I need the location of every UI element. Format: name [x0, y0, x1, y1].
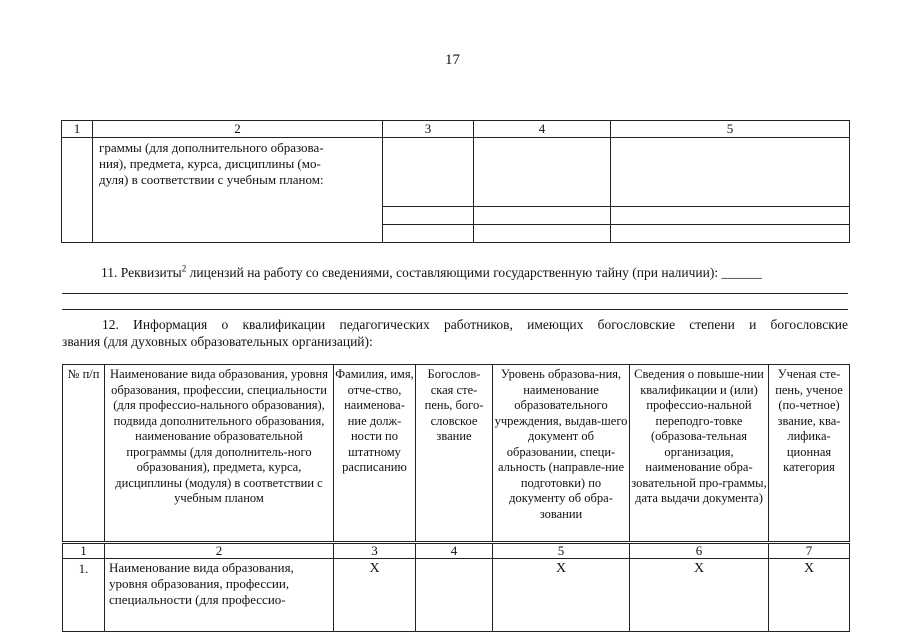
col-number-7: 7 [769, 543, 850, 559]
row-number: 1. [63, 559, 105, 632]
table-row [62, 224, 850, 242]
table-cell [383, 224, 474, 242]
col-number-3: 3 [334, 543, 416, 559]
fill-line [62, 309, 848, 310]
table-cell [383, 206, 474, 224]
page-number: 17 [445, 52, 460, 68]
table-cell [383, 138, 474, 207]
table-cell [611, 206, 850, 224]
column-numbers-row [63, 543, 850, 559]
col-number-5: 5 [611, 121, 850, 138]
table-cell [416, 559, 493, 632]
table-header-row [62, 121, 850, 138]
program-cell [93, 138, 383, 190]
item-12-text: 12. Информация о квалификации педагогических работников, имеющих богословские степени и богословские звания (для духовных образовательных организаций): [62, 317, 848, 349]
header-name-position: Фамилия, имя, отче-ство, наименова-ние долж-ности по штатному расписанию [334, 365, 416, 543]
header-education-level: Уровень образова-ния, наименование образовательного учреждения, выдав-шего документ об образовании, специ-альность (направле-ние подготовки) по документу об обра-зовании [493, 365, 630, 543]
col-number-2: 2 [105, 543, 334, 559]
table-row [62, 206, 850, 224]
continuation-table [61, 120, 850, 243]
cross-mark: Х [769, 559, 850, 632]
col-number-6: 6 [630, 543, 769, 559]
item-11-text: 11. Реквизиты$^2$ лицензий на работу со сведениями, составляющими государственную тайну (при наличии): ______ [101, 263, 762, 280]
cross-mark: Х [630, 559, 769, 632]
table-cell [611, 224, 850, 242]
footnote-mark: 2 [181, 263, 187, 274]
program-line: граммы (для дополнительного образова- [99, 140, 324, 155]
col-number-4: 4 [416, 543, 493, 559]
table-cell [474, 206, 611, 224]
col-number-1: 1 [63, 543, 105, 559]
table-header-row [63, 365, 850, 543]
table-row [62, 138, 850, 190]
program-line: дуля) в соответствии с учебным планом: [99, 172, 324, 187]
qualification-table [62, 364, 850, 632]
header-program: Наименование вида образования, уровня образования, профессии, специальности (для профессио-нального образования), подвида дополнительного образования, наименование образовательной программы (для дополнитель-ного образования), предмета, курса, дисциплины (модуля) в соответствии с учебным планом [105, 365, 334, 543]
col-number-1: 1 [62, 121, 93, 138]
cross-mark: Х [493, 559, 630, 632]
table-row [63, 559, 850, 632]
table-cell [93, 224, 383, 242]
table-cell [93, 189, 383, 206]
header-number: № п/п [63, 365, 105, 543]
table-cell [474, 224, 611, 242]
header-academic-degree: Ученая сте-пень, ученое (по-четное) звание, ква-лифика-ционная категория [769, 365, 850, 543]
col-number-3: 3 [383, 121, 474, 138]
header-qualification-upgrade: Сведения о повыше-нии квалификации и (или) профессио-нальной переподго-товке (образова-тельная организация, наименование обра-зовательной про-граммы, дата выдачи документа) [630, 365, 769, 543]
table-cell [62, 138, 93, 243]
col-number-5: 5 [493, 543, 630, 559]
program-line: ния), предмета, курса, дисциплины (мо- [99, 156, 321, 171]
col-number-4: 4 [474, 121, 611, 138]
fill-line [62, 293, 848, 294]
row-description: Наименование вида образования, уровня образования, профессии, специальности (для профессио- [105, 559, 334, 632]
header-theological-degree: Богослов-ская сте-пень, бого-словское звание [416, 365, 493, 543]
col-number-2: 2 [93, 121, 383, 138]
table-cell [611, 138, 850, 207]
cross-mark: Х [334, 559, 416, 632]
table-cell [93, 206, 383, 224]
table-cell [474, 138, 611, 207]
